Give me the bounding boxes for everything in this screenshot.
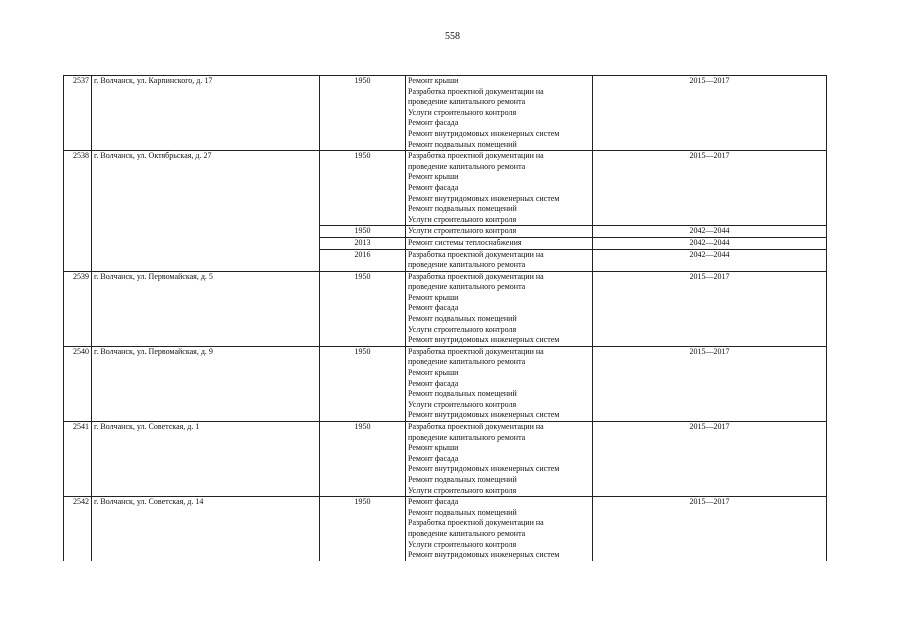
row-number: 2541 — [64, 422, 92, 497]
address-cell: г. Волчанск, ул. Советская, д. 1 — [92, 422, 320, 497]
work-item: Ремонт подвальных помещений — [408, 139, 517, 149]
work-item: Ремонт системы теплоснабжения — [408, 237, 522, 247]
table-row — [64, 346, 827, 421]
work-item: Разработка проектной документации на — [408, 86, 544, 96]
year-cell: 1950 — [320, 151, 406, 226]
page-number: 558 — [445, 31, 460, 42]
work-item: Ремонт внутридомовых инженерных систем — [408, 550, 560, 560]
work-item: Разработка проектной документации на — [408, 346, 544, 356]
work-item: Ремонт подвальных помещений — [408, 204, 517, 214]
works-cell — [406, 226, 593, 238]
work-item: Разработка проектной документации на — [408, 518, 544, 528]
work-item: Разработка проектной документации на — [408, 271, 544, 281]
table-row — [64, 271, 827, 346]
period-cell: 2015—2017 — [593, 151, 827, 226]
work-item: Ремонт фасада — [408, 453, 459, 463]
year-cell: 1950 — [320, 76, 406, 151]
period-cell: 2015—2017 — [593, 271, 827, 346]
work-item: Услуги строительного контроля — [408, 107, 517, 117]
address-cell: г. Волчанск, ул. Первомайская, д. 9 — [92, 346, 320, 421]
works-cell — [406, 237, 593, 249]
year-cell: 1950 — [320, 422, 406, 497]
work-item: Услуги строительного контроля — [408, 399, 517, 409]
works-cell — [406, 497, 593, 561]
row-number: 2538 — [64, 151, 92, 272]
work-item: Услуги строительного контроля — [408, 324, 517, 334]
row-number: 2537 — [64, 76, 92, 151]
year-cell: 2013 — [320, 237, 406, 249]
period-cell: 2015—2017 — [593, 497, 827, 561]
work-item: Ремонт подвальных помещений — [408, 474, 517, 484]
works-cell — [406, 249, 593, 271]
period-cell: 2015—2017 — [593, 422, 827, 497]
work-item: проведение капитального ремонта — [408, 528, 526, 538]
work-item: Ремонт фасада — [408, 303, 459, 313]
table-body — [64, 76, 827, 561]
work-item: Ремонт крыши — [408, 76, 459, 85]
work-item: Ремонт внутридомовых инженерных систем — [408, 193, 560, 203]
work-item: Разработка проектной документации на — [408, 151, 544, 161]
repair-schedule-table — [63, 75, 827, 561]
work-item: Ремонт внутридомовых инженерных систем — [408, 128, 560, 138]
year-cell: 1950 — [320, 346, 406, 421]
period-cell: 2015—2017 — [593, 346, 827, 421]
year-cell: 2016 — [320, 249, 406, 271]
work-item: Ремонт фасада — [408, 497, 459, 507]
work-item: Ремонт фасада — [408, 182, 459, 192]
work-item: Ремонт крыши — [408, 443, 459, 453]
work-item: Ремонт внутридомовых инженерных систем — [408, 410, 560, 420]
row-number: 2542 — [64, 497, 92, 561]
year-cell: 1950 — [320, 497, 406, 561]
work-item: проведение капитального ремонта — [408, 97, 526, 107]
address-cell: г. Волчанск, ул. Карпинского, д. 17 — [92, 76, 320, 151]
row-number: 2540 — [64, 346, 92, 421]
works-cell — [406, 151, 593, 226]
table-row — [64, 497, 827, 561]
period-cell: 2042—2044 — [593, 249, 827, 271]
work-item: Ремонт фасада — [408, 118, 459, 128]
work-item: Ремонт подвальных помещений — [408, 314, 517, 324]
work-item: Ремонт подвальных помещений — [408, 507, 517, 517]
period-cell: 2015—2017 — [593, 76, 827, 151]
work-item: Ремонт крыши — [408, 368, 459, 378]
address-cell: г. Волчанск, ул. Первомайская, д. 5 — [92, 271, 320, 346]
address-cell: г. Волчанск, ул. Октябрьская, д. 27 — [92, 151, 320, 272]
work-item: Услуги строительного контроля — [408, 539, 517, 549]
table-row — [64, 151, 827, 226]
period-cell: 2042—2044 — [593, 226, 827, 238]
work-item: Услуги строительного контроля — [408, 214, 517, 224]
table-row — [64, 76, 827, 151]
work-item: Разработка проектной документации на — [408, 422, 544, 431]
works-cell — [406, 76, 593, 151]
works-cell — [406, 346, 593, 421]
table-row — [64, 422, 827, 497]
work-item: проведение капитального ремонта — [408, 260, 526, 270]
year-cell: 1950 — [320, 271, 406, 346]
works-cell — [406, 422, 593, 497]
work-item: Ремонт фасада — [408, 378, 459, 388]
work-item: Ремонт внутридомовых инженерных систем — [408, 335, 560, 345]
row-number: 2539 — [64, 271, 92, 346]
work-item: проведение капитального ремонта — [408, 161, 526, 171]
address-cell: г. Волчанск, ул. Советская, д. 14 — [92, 497, 320, 561]
work-item: Услуги строительного контроля — [408, 485, 517, 495]
work-item: проведение капитального ремонта — [408, 357, 526, 367]
work-item: Услуги строительного контроля — [408, 226, 517, 236]
work-item: Ремонт крыши — [408, 292, 459, 302]
work-item: Ремонт подвальных помещений — [408, 389, 517, 399]
work-item: проведение капитального ремонта — [408, 432, 526, 442]
work-item: Ремонт крыши — [408, 172, 459, 182]
work-item: Разработка проектной документации на — [408, 249, 544, 259]
work-item: Ремонт внутридомовых инженерных систем — [408, 464, 560, 474]
year-cell: 1950 — [320, 226, 406, 238]
works-cell — [406, 271, 593, 346]
work-item: проведение капитального ремонта — [408, 282, 526, 292]
period-cell: 2042—2044 — [593, 237, 827, 249]
